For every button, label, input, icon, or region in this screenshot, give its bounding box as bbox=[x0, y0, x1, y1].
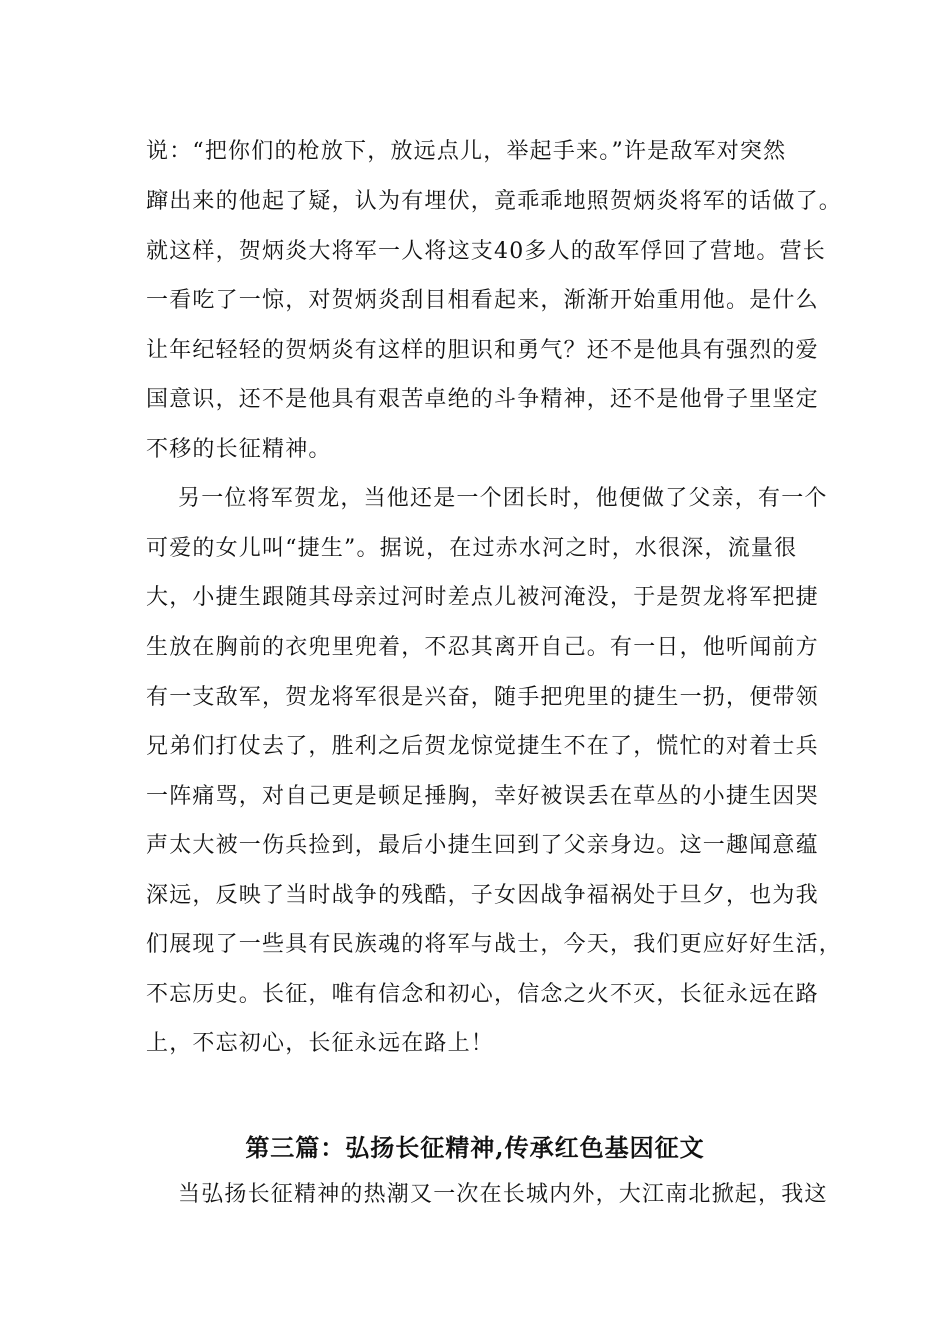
paragraph-line: 可爱的女儿叫“捷生”。据说，在过赤水河之时，水很深，流量很 bbox=[146, 536, 798, 561]
paragraph-line: 大，小捷生跟随其母亲过河时差点儿被河淹没，于是贺龙将军把捷 bbox=[146, 585, 819, 610]
paragraph-line: 生放在胸前的衣兜里兜着，不忍其离开自己。有一日，他听闻前方 bbox=[146, 635, 819, 660]
paragraph-line: 有一支敌军，贺龙将军很是兴奋，随手把兜里的捷生一扔，便带领 bbox=[146, 685, 819, 710]
paragraph-line: 一看吃了一惊，对贺炳炎刮目相看起来，渐渐开始重用他。是什么 bbox=[146, 288, 819, 313]
paragraph-line: 深远，反映了当时战争的残酷，子女因战争福祸处于旦夕，也为我 bbox=[146, 883, 819, 908]
paragraph-line: 让年纪轻轻的贺炳炎有这样的胆识和勇气？还不是他具有强烈的爱 bbox=[146, 338, 819, 363]
paragraph-line: 另一位将军贺龙，当他还是一个团长时，他便做了父亲，有一个 bbox=[178, 486, 828, 511]
paragraph-line: 蹿出来的他起了疑，认为有埋伏，竟乖乖地照贺炳炎将军的话做了。 bbox=[146, 189, 843, 214]
paragraph-line: 国意识，还不是他具有艰苦卓绝的斗争精神，还不是他骨子里坚定 bbox=[146, 387, 819, 412]
paragraph-line: 一阵痛骂，对自己更是顿足捶胸，幸好被误丢在草丛的小捷生因哭 bbox=[146, 784, 819, 809]
paragraph-line: 不忘历史。长征，唯有信念和初心，信念之火不灭，长征永远在路 bbox=[146, 982, 819, 1007]
paragraph-line: 当弘扬长征精神的热潮又一次在长城内外，大江南北掀起，我这 bbox=[178, 1182, 828, 1207]
paragraph-line: 们展现了一些具有民族魂的将军与战士，今天，我们更应好好生活， bbox=[146, 932, 843, 957]
paragraph-line: 不移的长征精神。 bbox=[146, 437, 332, 462]
section-heading: 第三篇：弘扬长征精神,传承红色基因征文 bbox=[245, 1133, 705, 1162]
paragraph-line: 上，不忘初心，长征永远在路上！ bbox=[146, 1031, 495, 1056]
paragraph-line: 兄弟们打仗去了，胜利之后贺龙惊觉捷生不在了，慌忙的对着士兵 bbox=[146, 734, 819, 759]
paragraph-line: 就这样，贺炳炎大将军一人将这支40多人的敌军俘回了营地。营长 bbox=[146, 239, 826, 264]
paragraph-line: 说：“把你们的枪放下，放远点儿，举起手来。”许是敌军对突然 bbox=[146, 139, 787, 164]
paragraph-line: 声太大被一伤兵捡到，最后小捷生回到了父亲身边。这一趣闻意蕴 bbox=[146, 833, 819, 858]
